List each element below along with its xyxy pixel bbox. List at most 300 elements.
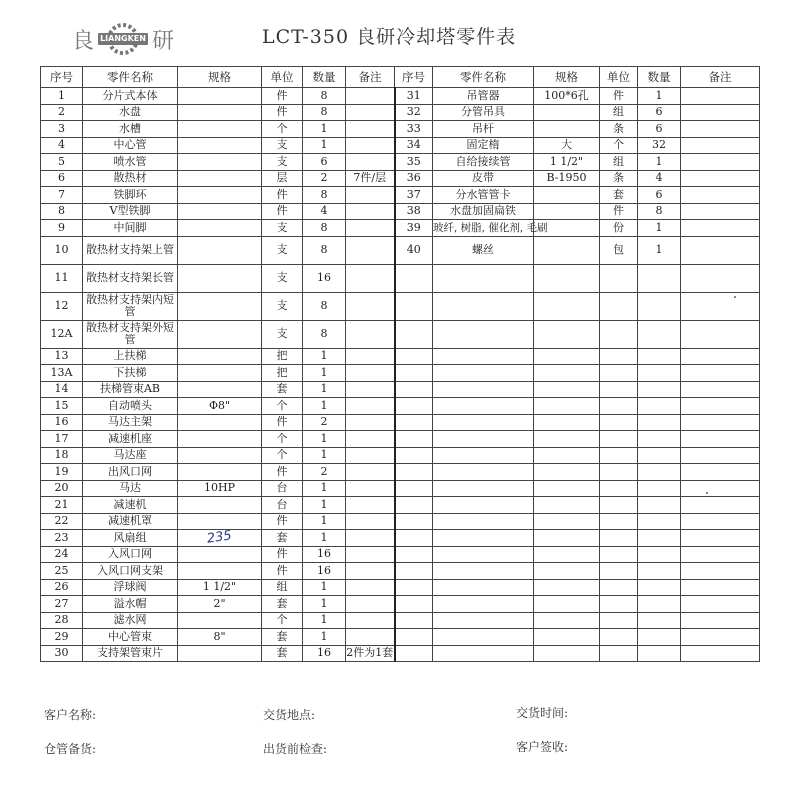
part-note [681,220,760,237]
row-number: 30 [41,645,83,662]
part-spec [178,497,262,514]
part-spec [534,431,600,448]
part-note [346,431,395,448]
part-name [433,645,534,662]
row-number: 27 [41,596,83,613]
part-note [346,579,395,596]
part-quantity: 8 [303,320,346,348]
part-note [681,236,760,264]
part-quantity: 1 [303,612,346,629]
part-spec [534,530,600,547]
logo-brand-text: LIANGKEN [100,34,146,43]
part-spec [178,513,262,530]
part-unit: 件 [262,203,303,220]
part-quantity [638,546,681,563]
delivery-time-label: 交货时间: [516,706,569,720]
table-row [41,121,760,138]
part-spec [178,381,262,398]
row-number: 15 [41,398,83,415]
part-quantity: 1 [303,137,346,154]
row-number: 37 [395,187,433,204]
part-spec [534,414,600,431]
part-unit: 个 [600,137,638,154]
table-row [41,154,760,171]
part-quantity [638,365,681,382]
part-spec [178,431,262,448]
part-unit: 个 [262,447,303,464]
row-number [395,530,433,547]
table-row [41,203,760,220]
part-unit: 套 [262,645,303,662]
row-number: 13A [41,365,83,382]
part-note: 2件为1套 [346,645,395,662]
part-quantity [638,464,681,481]
table-row [41,612,760,629]
row-number: 26 [41,579,83,596]
part-note [346,612,395,629]
part-unit [600,546,638,563]
part-spec: 8" [178,629,262,646]
part-note [681,88,760,105]
table-row [41,513,760,530]
part-note [681,447,760,464]
part-name [433,629,534,646]
part-quantity: 1 [303,121,346,138]
part-name: 吊杆 [433,121,534,138]
part-quantity [638,629,681,646]
part-spec [178,612,262,629]
part-quantity: 2 [303,464,346,481]
part-spec [534,563,600,580]
part-spec [178,88,262,105]
table-row [41,530,760,547]
row-number [395,365,433,382]
table-row [41,629,760,646]
part-note [681,365,760,382]
company-logo [72,22,174,56]
row-number [395,629,433,646]
part-spec [178,220,262,237]
customer-name-label: 客户名称: [44,708,97,722]
row-number [395,645,433,662]
part-unit: 件 [262,414,303,431]
column-header: 零件名称 [83,67,178,88]
part-note [681,629,760,646]
handwritten-note: 235 [206,528,233,547]
part-unit: 支 [262,320,303,348]
part-name: 马达 [83,480,178,497]
part-spec [534,348,600,365]
part-note [346,398,395,415]
part-spec [534,236,600,264]
part-unit: 组 [262,579,303,596]
column-header: 规格 [178,67,262,88]
part-name: 下扶梯 [83,365,178,382]
part-spec [178,121,262,138]
part-note [346,447,395,464]
part-quantity [638,264,681,292]
row-number [395,398,433,415]
part-spec [178,104,262,121]
part-note [346,464,395,481]
row-number: 4 [41,137,83,154]
row-number: 40 [395,236,433,264]
part-unit [600,513,638,530]
part-name: 分水管管卡 [433,187,534,204]
part-name: 分管吊具 [433,104,534,121]
part-unit [600,320,638,348]
part-quantity: 6 [638,121,681,138]
row-number: 17 [41,431,83,448]
table-header-row [41,67,760,88]
part-note [346,154,395,171]
part-unit: 组 [600,154,638,171]
row-number: 20 [41,480,83,497]
part-spec [534,104,600,121]
row-number [395,264,433,292]
part-quantity [638,513,681,530]
row-number: 13 [41,348,83,365]
part-quantity: 1 [303,596,346,613]
row-number: 23 [41,530,83,547]
part-unit: 台 [262,497,303,514]
part-name: 喷水管 [83,154,178,171]
part-unit: 份 [600,220,638,237]
part-note [681,137,760,154]
part-quantity [638,596,681,613]
part-note [346,220,395,237]
part-note [681,563,760,580]
part-quantity: 8 [303,88,346,105]
part-name: 中心管束 [83,629,178,646]
part-name: 玻纤, 树脂, 催化剂, 毛刷 [433,220,534,237]
column-header: 零件名称 [433,67,534,88]
part-quantity [638,431,681,448]
customer-sign-label: 客户签收: [516,740,569,754]
part-quantity [638,381,681,398]
part-name: 分片式本体 [83,88,178,105]
part-quantity: 1 [638,88,681,105]
part-name: 减速机座 [83,431,178,448]
part-quantity [638,612,681,629]
part-unit: 包 [600,236,638,264]
part-note [681,546,760,563]
table-row [41,320,760,348]
part-name: 上扶梯 [83,348,178,365]
part-spec [534,629,600,646]
part-note [681,480,760,497]
row-number: 29 [41,629,83,646]
part-spec [534,292,600,320]
part-quantity: 16 [303,546,346,563]
part-quantity [638,292,681,320]
logo-left-char: 良 [72,28,95,54]
part-quantity [638,497,681,514]
part-unit: 支 [262,137,303,154]
part-unit [600,414,638,431]
row-number: 36 [395,170,433,187]
part-quantity: 4 [638,170,681,187]
part-name: 出风口网 [83,464,178,481]
part-unit: 台 [262,480,303,497]
column-header: 序号 [41,67,83,88]
table-row [41,480,760,497]
part-unit: 把 [262,365,303,382]
part-note [681,414,760,431]
row-number [395,414,433,431]
part-name: 散热材支持架长管 [83,264,178,292]
part-name: 散热材 [83,170,178,187]
part-spec [534,187,600,204]
row-number [395,497,433,514]
part-name: 固定楕 [433,137,534,154]
row-number: 22 [41,513,83,530]
part-quantity: 8 [303,236,346,264]
part-unit: 件 [600,88,638,105]
row-number: 12A [41,320,83,348]
part-note [346,563,395,580]
row-number [395,320,433,348]
part-note [346,264,395,292]
part-quantity [638,645,681,662]
part-unit: 套 [262,629,303,646]
row-number [395,292,433,320]
part-name: 溢水帽 [83,596,178,613]
part-unit [600,264,638,292]
part-spec [534,645,600,662]
part-quantity: 16 [303,264,346,292]
part-spec [534,320,600,348]
part-unit [600,497,638,514]
part-unit: 个 [262,121,303,138]
part-spec [534,579,600,596]
part-note [681,513,760,530]
part-note [681,292,760,320]
part-unit: 套 [600,187,638,204]
part-note [681,187,760,204]
part-note [346,596,395,613]
part-name [433,513,534,530]
part-quantity [638,348,681,365]
part-quantity: 32 [638,137,681,154]
part-quantity: 1 [303,348,346,365]
part-name [433,264,534,292]
table-row [41,596,760,613]
part-name: 自给接续管 [433,154,534,171]
part-spec: 1 1/2" [534,154,600,171]
part-unit [600,530,638,547]
part-note [681,121,760,138]
part-unit [600,629,638,646]
part-unit: 把 [262,348,303,365]
part-unit: 条 [600,170,638,187]
part-unit: 层 [262,170,303,187]
part-quantity: 2 [303,170,346,187]
part-unit: 件 [262,513,303,530]
row-number [395,596,433,613]
part-note [346,546,395,563]
part-quantity: 1 [303,365,346,382]
part-name [433,398,534,415]
part-name [433,596,534,613]
part-name: V型铁脚 [83,203,178,220]
part-spec [178,447,262,464]
row-number: 35 [395,154,433,171]
part-unit: 件 [262,464,303,481]
part-note: 7件/层 [346,170,395,187]
row-number: 9 [41,220,83,237]
part-name [433,464,534,481]
row-number: 38 [395,203,433,220]
part-name: 入风口网支架 [83,563,178,580]
part-note [681,398,760,415]
row-number: 7 [41,187,83,204]
part-unit [600,292,638,320]
part-unit: 件 [600,203,638,220]
part-spec: 大 [534,137,600,154]
table-row [41,292,760,320]
column-header: 备注 [346,67,395,88]
part-spec [534,398,600,415]
part-spec [178,563,262,580]
part-unit: 件 [262,546,303,563]
table-row [41,365,760,382]
row-number [395,513,433,530]
part-quantity: 6 [303,154,346,171]
part-spec [534,612,600,629]
part-quantity [638,480,681,497]
part-unit: 件 [262,187,303,204]
part-quantity [638,530,681,547]
part-note [346,320,395,348]
part-name: 支持架管束片 [83,645,178,662]
part-note [346,137,395,154]
part-spec [534,596,600,613]
row-number: 21 [41,497,83,514]
part-name [433,320,534,348]
part-name [433,414,534,431]
table-row [41,464,760,481]
part-quantity: 1 [638,154,681,171]
row-number: 18 [41,447,83,464]
table-row [41,645,760,662]
part-quantity [638,579,681,596]
part-name: 皮带 [433,170,534,187]
part-unit [600,464,638,481]
part-quantity: 16 [303,563,346,580]
part-spec [534,121,600,138]
part-name [433,563,534,580]
part-name: 水盘 [83,104,178,121]
part-quantity: 16 [303,645,346,662]
part-name [433,348,534,365]
row-number: 28 [41,612,83,629]
row-number [395,431,433,448]
part-note [346,480,395,497]
part-name [433,530,534,547]
part-note [346,292,395,320]
row-number [395,612,433,629]
part-unit [600,365,638,382]
part-quantity [638,414,681,431]
part-unit: 支 [262,264,303,292]
part-unit: 支 [262,292,303,320]
table-row [41,579,760,596]
row-number [395,563,433,580]
part-spec [534,464,600,481]
column-header: 备注 [681,67,760,88]
part-unit: 组 [600,104,638,121]
part-quantity: 1 [303,431,346,448]
table-row [41,187,760,204]
part-note [346,187,395,204]
logo-right-char: 研 [152,28,175,54]
part-unit: 支 [262,154,303,171]
part-note [346,203,395,220]
scan-speck [706,492,708,494]
part-note [681,596,760,613]
part-spec [534,264,600,292]
part-note [681,104,760,121]
part-name: 吊管器 [433,88,534,105]
part-note [681,348,760,365]
part-spec [534,203,600,220]
part-spec [534,480,600,497]
part-name: 水盘加固扁铁 [433,203,534,220]
part-unit [600,447,638,464]
part-name: 散热材支持架内短管 [83,292,178,320]
part-name [433,612,534,629]
table-row [41,546,760,563]
part-name [433,381,534,398]
part-spec [178,236,262,264]
part-quantity: 8 [303,220,346,237]
row-number: 2 [41,104,83,121]
part-unit: 个 [262,431,303,448]
part-spec [534,381,600,398]
table-row [41,264,760,292]
part-unit [600,348,638,365]
part-note [346,104,395,121]
part-quantity: 1 [638,236,681,264]
part-spec [534,365,600,382]
row-number: 11 [41,264,83,292]
row-number [395,579,433,596]
table-row [41,137,760,154]
part-quantity: 6 [638,187,681,204]
scan-speck [734,296,736,298]
table-row [41,381,760,398]
part-spec [534,513,600,530]
page-title: LCT-350 良研冷却塔零件表 [262,26,517,48]
part-name: 自动喷头 [83,398,178,415]
column-header: 数量 [638,67,681,88]
part-spec [178,348,262,365]
part-spec: 1 1/2" [178,579,262,596]
column-header: 数量 [303,67,346,88]
part-spec: Φ8" [178,398,262,415]
part-quantity [638,447,681,464]
part-quantity: 8 [303,187,346,204]
row-number: 39 [395,220,433,237]
part-unit: 套 [262,596,303,613]
row-number [395,447,433,464]
part-unit: 件 [262,563,303,580]
part-name [433,292,534,320]
table-row [41,398,760,415]
part-spec [178,320,262,348]
row-number: 8 [41,203,83,220]
